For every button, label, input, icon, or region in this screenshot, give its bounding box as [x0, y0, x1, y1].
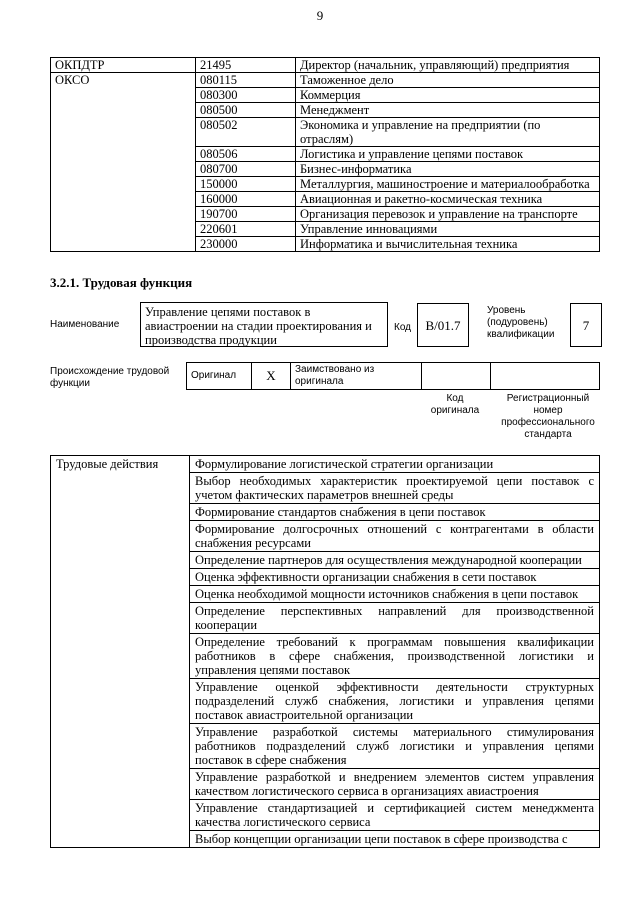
- registration-number-cell: [491, 363, 600, 390]
- specialty-name-cell: Директор (начальник, управляющий) предприятия: [296, 58, 600, 73]
- specialty-name-cell: Таможенное дело: [296, 73, 600, 88]
- codes-row: [51, 73, 600, 88]
- qualification-level: 7: [570, 303, 602, 347]
- action-item: Управление разработкой системы материального стимулирования работников подразделений служб логистики и управления цепями поставок в сфере снабжения: [190, 724, 600, 769]
- name-label: Наименование: [50, 319, 120, 330]
- codes-table: [50, 57, 600, 252]
- specialty-name-cell: Экономика и управление на предприятии (по отраслям): [296, 118, 600, 147]
- code-cell: 080300: [196, 88, 296, 103]
- origin-table: [186, 362, 600, 390]
- page-number: 9: [316, 8, 324, 23]
- action-item: Формирование долгосрочных отношений с контрагентами в области снабжения ресурсами: [190, 521, 600, 552]
- code-cell: 150000: [196, 177, 296, 192]
- specialty-name-cell: Авиационная и ракетно-космическая техника: [296, 192, 600, 207]
- original-code-caption: Код оригинала: [430, 393, 480, 416]
- code-cell: 220601: [196, 222, 296, 237]
- code-cell: 190700: [196, 207, 296, 222]
- action-item: Выбор концепции организации цепи поставок в сфере производства с: [190, 831, 600, 848]
- specialty-name-cell: Менеджмент: [296, 103, 600, 118]
- code-cell: 160000: [196, 192, 296, 207]
- action-item: Определение требований к программам повышения квалификации работников в сфере снабжения, производственной логистики и управления цепями поставок: [190, 634, 600, 679]
- specialty-name-cell: Логистика и управление цепями поставок: [296, 147, 600, 162]
- action-item: Определение перспективных направлений для производственной кооперации: [190, 603, 600, 634]
- specialty-name-cell: Управление инновациями: [296, 222, 600, 237]
- action-item: Выбор необходимых характеристик проектируемой цепи поставок с учетом фактических параметров внешней среды: [190, 473, 600, 504]
- original-label: Оригинал: [187, 363, 252, 390]
- labor-actions-table: [50, 455, 600, 848]
- level-label: Уровень (подуровень) квалификации: [487, 305, 555, 340]
- code-cell: 080506: [196, 147, 296, 162]
- code-cell: 080500: [196, 103, 296, 118]
- code-cell: 080700: [196, 162, 296, 177]
- classifier-cell: ОКСО: [51, 73, 196, 252]
- section-title: 3.2.1. Трудовая функция: [50, 275, 193, 290]
- action-item: Определение партнеров для осуществления международной кооперации: [190, 552, 600, 569]
- actions-heading: Трудовые действия: [51, 456, 190, 848]
- registration-number-caption: Регистрационный номер профессионального стандарта: [501, 393, 595, 440]
- action-item: Формулирование логистической стратегии организации: [190, 456, 600, 473]
- code-cell: 080115: [196, 73, 296, 88]
- borrowed-label: Заимствовано из оригинала: [291, 363, 422, 390]
- action-item: Оценка необходимой мощности источников снабжения в цепи поставок: [190, 586, 600, 603]
- classifier-cell: ОКПДТР: [51, 58, 196, 73]
- specialty-name-cell: Организация перевозок и управление на транспорте: [296, 207, 600, 222]
- origin-label: Происхождение трудовой функции: [50, 366, 170, 389]
- action-row: [51, 456, 600, 473]
- action-item: Оценка эффективности организации снабжения в сети поставок: [190, 569, 600, 586]
- specialty-name-cell: Информатика и вычислительная техника: [296, 237, 600, 252]
- code-cell: 080502: [196, 118, 296, 147]
- specialty-name-cell: Бизнес-информатика: [296, 162, 600, 177]
- codes-row: [51, 58, 600, 73]
- code-cell: 21495: [196, 58, 296, 73]
- action-item: Управление стандартизацией и сертификацией систем менеджмента качества логистического сервиса: [190, 800, 600, 831]
- code-cell: 230000: [196, 237, 296, 252]
- specialty-name-cell: Металлургия, машиностроение и материалообработка: [296, 177, 600, 192]
- function-name: Управление цепями поставок в авиастроении на стадии проектирования и производства продукции: [140, 302, 388, 347]
- action-item: Управление оценкой эффективности деятельности структурных подразделений служб снабжения, логистики и управления цепями поставок авиастроительной организации: [190, 679, 600, 724]
- action-item: Управление разработкой и внедрением элементов систем управления качеством логистического сервиса в организациях авиастроения: [190, 769, 600, 800]
- function-code: B/01.7: [417, 303, 469, 347]
- specialty-name-cell: Коммерция: [296, 88, 600, 103]
- action-item: Формирование стандартов снабжения в цепи поставок: [190, 504, 600, 521]
- code-label: Код: [394, 322, 412, 333]
- original-mark: X: [252, 363, 291, 390]
- original-code-cell: [422, 363, 491, 390]
